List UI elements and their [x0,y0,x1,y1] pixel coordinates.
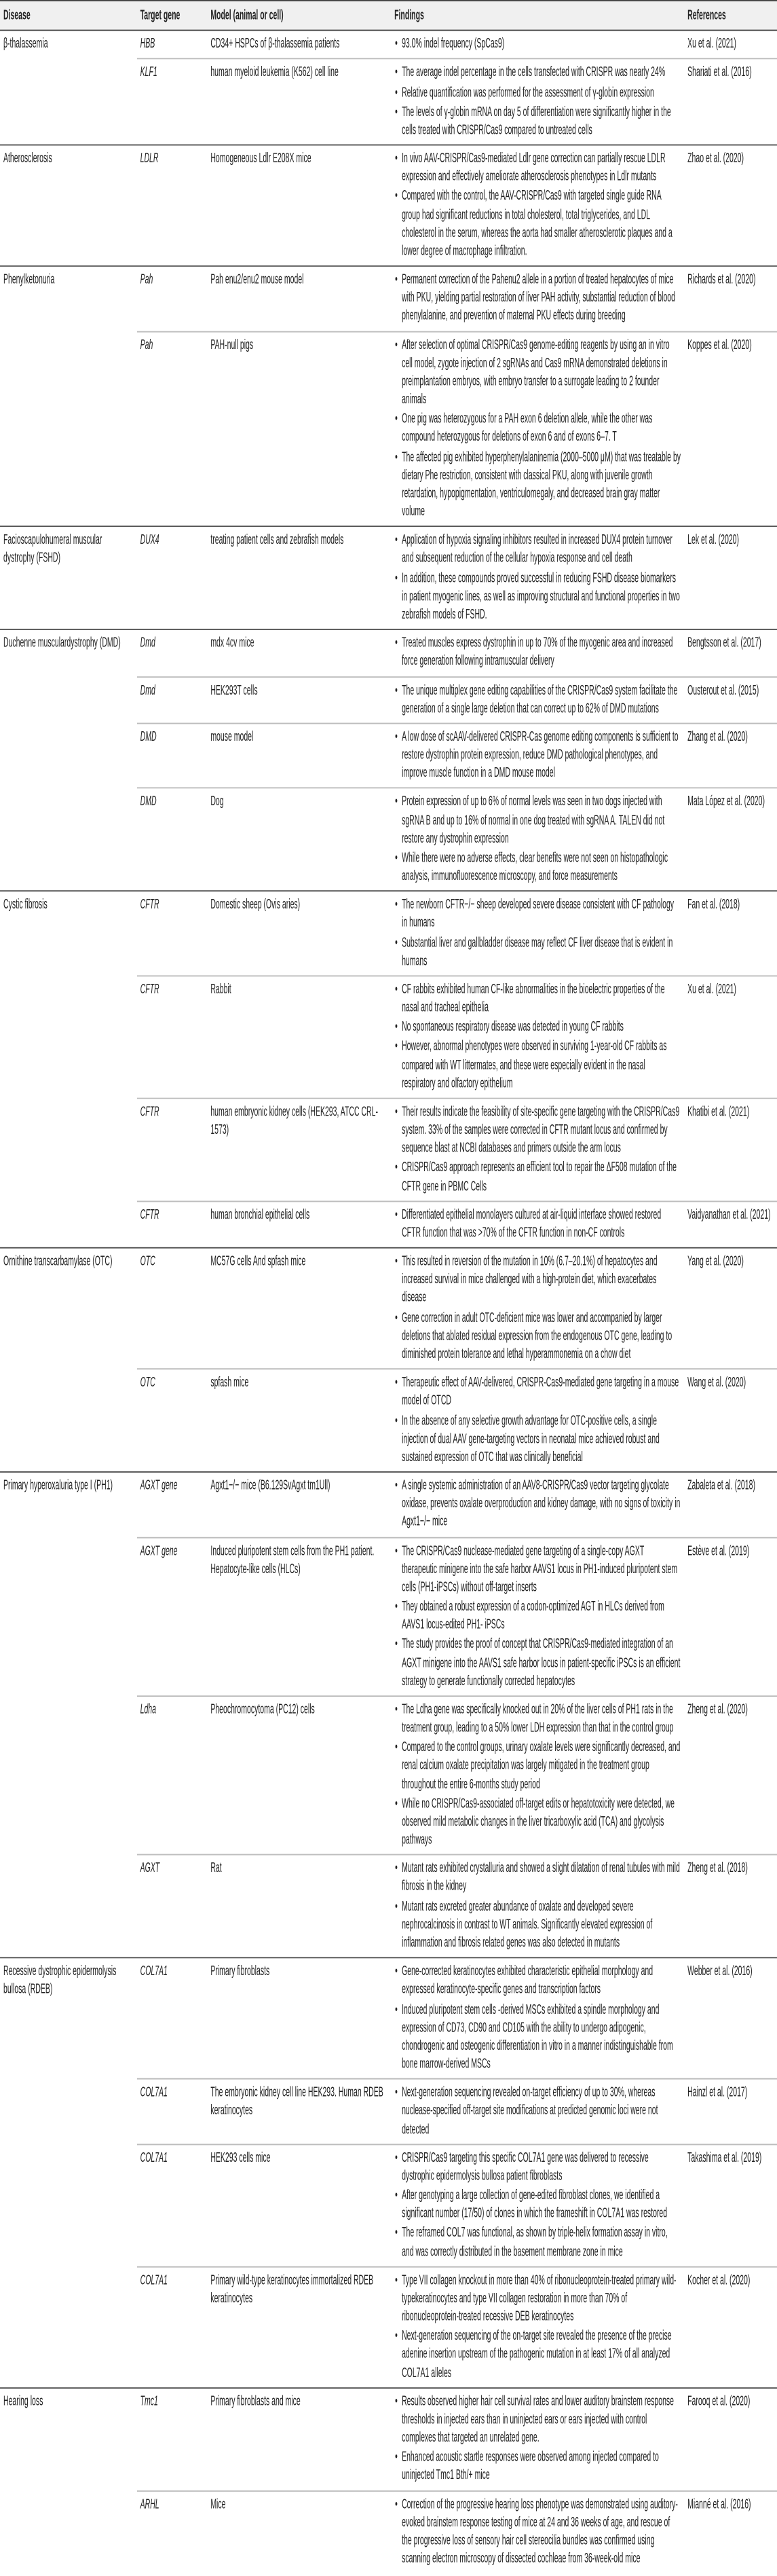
finding-item: • Type VII collagen knockout in more than 40% of ribonucleoprotein-treated primary wild-typekeratinocytes and type VII collagen restoration in more than 70% of ribonucleoprotein-treated recessive DEB keratinocytes [402,2271,681,2326]
disease-cell [0,1537,137,1696]
disease-cell: Facioscapulohumeral muscular dystrophy (FSHD) [0,527,137,630]
findings-cell [391,2144,684,2266]
reference-cell: Zabaleta et al. (2018) [684,1472,777,1537]
findings-cell [391,59,684,145]
findings-list [394,1542,681,1691]
model-cell: Rat [207,1855,391,1958]
target-gene-cell: COL7A1 [137,1958,208,2079]
findings-cell [391,2388,684,2491]
finding-item: • Differentiated epithelial monolayers cultured at air-liquid interface showed restored CFTR function that was >70% of the CFTR function in non-CF controls [402,1206,681,1243]
finding-item: • The reframed COL7 was functional, as shown by triple-helix formation assay in vitro, and was correctly distributed in the basement membrane zone in mice [402,2224,681,2261]
finding-item: • In addition, these compounds proved successful in reducing FSHD disease biomarkers in patient myogenic lines, as well as improving structural and functional properties in two zebrafish models of FSHD. [402,569,681,624]
finding-item: • Their results indicate the feasibility of site-specific gene targeting with the CRISPR/Cas9 system. 33% of the samples were corrected in CFTR mutant locus and confirmed by sequence blast at NCBI databases and primers outside the arm locus [402,1103,681,1158]
table-row [0,2144,777,2266]
disease-cell [0,59,137,145]
table-row [0,527,777,630]
reference-cell: Takashima et al. (2019) [684,2144,777,2266]
target-gene-cell: LDLR [137,145,208,266]
target-gene-cell: AGXT gene [137,1537,208,1696]
target-gene-cell: DMD [137,788,208,891]
reference-cell: Koppes et al. (2020) [684,331,777,527]
findings-cell [391,266,684,331]
finding-item: • Induced pluripotent stem cells -derived MSCs exhibited a spindle morphology and expression of CD73, CD90 and CD105 with the ability to undergo adipogenic, chondrogenic and osteogenic differentiation in vitro in a manner indistinguishable from bone marrow-derived MSCs [402,2000,681,2074]
header-disease: Disease [0,1,137,31]
table-row [0,31,777,59]
target-gene-cell: CFTR [137,891,208,976]
findings-cell [391,676,684,723]
model-cell: Rabbit [207,976,391,1098]
disease-cell: Hearing loss [0,2388,137,2491]
reference-cell: Richards et al. (2020) [684,266,777,331]
finding-item: • Compared to the control groups, urinary oxalate levels were significantly decreased, and renal calcium oxalate precipitation was largely mitigated in the treatment group throughout the entire 6-months study period [402,1738,681,1793]
finding-item: • The levels of γ-globin mRNA on day 5 of differentiation were significantly higher in the cells treated with CRISPR/Cas9 compared to untreated cells [402,103,681,139]
findings-cell [391,1696,684,1855]
table-row [0,1855,777,1958]
findings-cell [391,1537,684,1696]
reference-cell: Zheng et al. (2018) [684,1855,777,1958]
disease-cell [0,676,137,723]
findings-list [394,1103,681,1195]
findings-cell [391,629,684,676]
disease-cell [0,723,137,788]
table-row [0,145,777,266]
finding-item: • Permanent correction of the Pahenu2 allele in a portion of treated hepatocytes of mice with PKU, yielding partial restoration of liver PAH activity, substantial reduction of blood phenylalanine, and prevention of maternal PKU effects during breeding [402,271,681,326]
model-cell: The embryonic kidney cell line HEK293. Human RDEB keratinocytes [207,2079,391,2144]
reference-cell: Webber et al. (2016) [684,1958,777,2079]
disease-cell: Phenylketonuria [0,266,137,331]
findings-list [394,1477,681,1532]
disease-cell [0,2266,137,2387]
disease-cell [0,1696,137,1855]
model-cell: PAH-null pigs [207,331,391,527]
findings-list [394,2271,681,2382]
findings-cell [391,1472,684,1537]
finding-item: • CRISPR/Cas9 approach represents an efficient tool to repair the ΔF508 mutation of the CFTR gene in PBMC Cells [402,1159,681,1196]
findings-list [394,1962,681,2073]
model-cell: Homogeneous Ldlr E208X mice [207,145,391,266]
findings-cell [391,2079,684,2144]
findings-cell [391,891,684,976]
model-cell: CD34+ HSPCs of β-thalassemia patients [207,31,391,59]
findings-list [394,149,681,260]
reference-cell: Zhao et al. (2020) [684,145,777,266]
finding-item: • The newborn CFTR−/− sheep developed severe disease consistent with CF pathology in humans [402,896,681,932]
reference-cell: Hainzl et al. (2017) [684,2079,777,2144]
finding-item: • In the absence of any selective growth advantage for OTC-positive cells, a single injection of dual AAV gene-targeting vectors in neonatal mice achieved robust and sustained expression of OTC that was clinically beneficial [402,1412,681,1467]
findings-cell [391,145,684,266]
findings-list [394,35,681,54]
header-row [0,1,777,31]
table-row [0,1696,777,1855]
target-gene-cell: CFTR [137,976,208,1098]
finding-item: • Treated muscles express dystrophin in up to 70% of the myogenic area and increased force generation following intramuscular delivery [402,634,681,671]
reference-cell: Vaidyanathan et al. (2021) [684,1201,777,1248]
finding-item: • Application of hypoxia signaling inhibitors resulted in increased DUX4 protein turnover and subsequent reduction of the cellular hypoxia response and cell death [402,531,681,568]
model-cell: human myeloid leukemia (K562) cell line [207,59,391,145]
reference-cell: Shariati et al. (2016) [684,59,777,145]
model-cell: Agxt1−/− mice (B6.129SvAgxt tm1Ull) [207,1472,391,1537]
target-gene-cell: DUX4 [137,527,208,630]
header-findings: Findings [391,1,684,31]
finding-item: • In vivo AAV-CRISPR/Cas9-mediated Ldlr gene correction can partially rescue LDLR expression and effectively ameliorate atherosclerosis phenotypes in Ldlr mutants [402,149,681,186]
finding-item: • However, abnormal phenotypes were observed in surviving 1-year-old CF rabbits as compared with WT littermates, and these were especially evident in the nasal respiratory and olfactory epithelium [402,1037,681,1092]
finding-item: • After genotyping a large collection of gene-edited fibroblast clones, we identified a significant number (17/50) of clones in which the frameshift in COL7A1 was restored [402,2186,681,2223]
finding-item: • One pig was heterozygous for a PAH exon 6 deletion allele, while the other was compound heterozygous for deletions of exon 6 and of exons 6–7. T [402,410,681,447]
table-row [0,1472,777,1537]
finding-item: • Protein expression of up to 6% of normal levels was seen in two dogs injected with sgRNA B and up to 16% of normal in one dog treated with sgRNA A. TALEN did not restore any dystrophin expression [402,793,681,848]
disease-cell: β-thalassemia [0,31,137,59]
disease-cell: Recessive dystrophic epidermolysis bullosa (RDEB) [0,1958,137,2079]
findings-list [394,531,681,623]
findings-list [394,335,681,521]
findings-cell [391,2490,684,2573]
table-row [0,2079,777,2144]
findings-cell [391,1201,684,1248]
target-gene-cell: AGXT gene [137,1472,208,1537]
target-gene-cell: Dmd [137,629,208,676]
findings-cell [391,1248,684,1369]
finding-item: • A low dose of scAAV-delivered CRISPR-Cas genome editing components is sufficient to restore dystrophin protein expression, reduce DMD pathological phenotypes, and improve muscle function in a DMD mouse model [402,728,681,783]
target-gene-cell: AGXT [137,1855,208,1958]
findings-list [394,1374,681,1466]
findings-list [394,2149,681,2261]
model-cell: spfash mice [207,1369,391,1472]
finding-item: • After selection of optimal CRISPR/Cas9 genome-editing reagents by using an in vitro cell model, zygote injection of 2 sgRNAs and Cas9 mRNA demonstrated deletions in preimplantation embryos, with embryo transfer to a surrogate leading to 2 founder animals [402,335,681,409]
table-row [0,676,777,723]
findings-cell [391,723,684,788]
table-row [0,1099,777,1202]
finding-item: • Mutant rats excreted greater abundance of oxalate and developed severe nephrocalcinosis in contrast to WT animals. Significantly elevated expression of inflammation and fibrosis related genes was also detected in mutants [402,1897,681,1952]
reference-cell: Wang et al. (2020) [684,1369,777,1472]
table-row [0,1248,777,1369]
findings-list [394,271,681,326]
target-gene-cell: Dmd [137,676,208,723]
disease-cell: Duchenne musculardystrophy (DMD) [0,629,137,676]
reference-cell: Zhang et al. (2020) [684,723,777,788]
disease-cell: Primary hyperoxaluria type I (PH1) [0,1472,137,1537]
model-cell: Primary fibroblasts [207,1958,391,2079]
findings-list [394,1253,681,1363]
model-cell: MC57G cells And spfash mice [207,1248,391,1369]
header-target-gene: Target gene [137,1,208,31]
model-cell: Induced pluripotent stem cells from the PH1 patient. Hepatocyte-like cells (HLCs) [207,1537,391,1696]
table-row [0,59,777,145]
table-row [0,1369,777,1472]
finding-item: • Compared with the control, the AAV-CRISPR/Cas9 with targeted single guide RNA group had significant reductions in total cholesterol, total triglycerides, and LDL cholesterol in the serum, whereas the aorta had smaller atherosclerotic plaques and a lower degree of macrophage infiltration. [402,187,681,261]
reference-cell: Mata López et al. (2020) [684,788,777,891]
finding-item: • 93.0% indel frequency (SpCas9) [402,35,681,54]
model-cell: Pheochromocytoma (PC12) cells [207,1696,391,1855]
findings-list [394,980,681,1092]
findings-list [394,2495,681,2569]
findings-cell [391,331,684,527]
model-cell: HEK293 cells mice [207,2144,391,2266]
target-gene-cell: CFTR [137,1099,208,1202]
table-row [0,788,777,891]
table-row [0,629,777,676]
disease-cell [0,2490,137,2573]
table-body [0,31,777,2573]
finding-item: • No spontaneous respiratory disease was detected in young CF rabbits [402,1018,681,1037]
finding-item: • Therapeutic effect of AAV-delivered, CRISPR-Cas9-mediated gene targeting in a mouse model of OTCD [402,1374,681,1410]
findings-cell [391,31,684,59]
target-gene-cell: ARHL [137,2490,208,2573]
target-gene-cell: Ldha [137,1696,208,1855]
findings-cell [391,527,684,630]
target-gene-cell: Pah [137,266,208,331]
model-cell: human embryonic kidney cells (HEK293, ATCC CRL-1573) [207,1099,391,1202]
target-gene-cell: OTC [137,1369,208,1472]
finding-item: • Gene correction in adult OTC-deficient mice was lower and accompanied by larger deletions that ablated residual expression from the endogenous OTC gene, leading to diminished protein tolerance and lethal hyperammonemia on a chow diet [402,1308,681,1363]
target-gene-cell: COL7A1 [137,2079,208,2144]
table-row [0,976,777,1098]
findings-cell [391,2266,684,2387]
findings-cell [391,976,684,1098]
disease-cell: Atherosclerosis [0,145,137,266]
target-gene-cell: Pah [137,331,208,527]
table-row [0,1537,777,1696]
model-cell: treating patient cells and zebrafish models [207,527,391,630]
model-cell: human bronchial epithelial cells [207,1201,391,1248]
finding-item: • The unique multiplex gene editing capabilities of the CRISPR/Cas9 system facilitate the generation of a single large deletion that can correct up to 62% of DMD mutations [402,681,681,718]
target-gene-cell: DMD [137,723,208,788]
table-row [0,891,777,976]
findings-list [394,1860,681,1952]
disease-cell [0,2079,137,2144]
target-gene-cell: Tmc1 [137,2388,208,2491]
finding-item: • While no CRISPR/Cas9-associated off-target edits or hepatotoxicity were detected, we observed mild metabolic changes in the liver tricarboxylic acid (TCA) and glycolysis pathways [402,1795,681,1850]
reference-cell: Fan et al. (2018) [684,891,777,976]
header-model: Model (animal or cell) [207,1,391,31]
target-gene-cell: CFTR [137,1201,208,1248]
findings-list [394,634,681,671]
findings-list [394,2084,681,2139]
disease-cell: Cystic fibrosis [0,891,137,976]
model-cell: Primary fibroblasts and mice [207,2388,391,2491]
model-cell: Dog [207,788,391,891]
findings-list [394,896,681,970]
finding-item: • Correction of the progressive hearing loss phenotype was demonstrated using auditory-evoked brainstem response testing of mice at 24 and 36 weeks of age, and rescue of the progressive loss of sensory hair cell stereocilia bundles was confirmed using scanning electron microscopy of dissected cochleae from 36-week-old mice [402,2495,681,2569]
findings-list [394,681,681,718]
findings-cell [391,788,684,891]
disease-cell [0,2144,137,2266]
reference-cell: Lek et al. (2020) [684,527,777,630]
disease-cell [0,1099,137,1202]
finding-item: • They obtained a robust expression of a codon-optimized AGT in HLCs derived from AAVS1 locus-edited PH1- iPSCs [402,1598,681,1634]
finding-item: • Gene-corrected keratinocytes exhibited characteristic epithelial morphology and expressed keratinocyte-specific genes and transcription factors [402,1962,681,1999]
disease-cell: Ornithine transcarbamylase (OTC) [0,1248,137,1369]
target-gene-cell: COL7A1 [137,2266,208,2387]
reference-cell: Farooq et al. (2020) [684,2388,777,2491]
finding-item: • Substantial liver and gallbladder disease may reflect CF liver disease that is evident in humans [402,934,681,970]
finding-item: • A single systemic administration of an AAV8-CRISPR/Cas9 vector targeting glycolate oxidase, prevents oxalate overproduction and kidney damage, with no signs of toxicity in Agxt1−/− mice [402,1477,681,1532]
findings-list [394,64,681,139]
model-cell: Primary wild-type keratinocytes immortalized RDEB keratinocytes [207,2266,391,2387]
finding-item: • The Ldha gene was specifically knocked out in 20% of the liver cells of PH1 rats in the treatment group, leading to a 50% lower LDH expression than that in the control group [402,1701,681,1737]
table-row [0,723,777,788]
model-cell: mouse model [207,723,391,788]
reference-cell: Zheng et al. (2020) [684,1696,777,1855]
table-row [0,266,777,331]
reference-cell: Yang et al. (2020) [684,1248,777,1369]
target-gene-cell: OTC [137,1248,208,1369]
disease-cell [0,331,137,527]
findings-list [394,793,681,885]
disease-cell [0,1201,137,1248]
findings-list [394,728,681,783]
finding-item: • Mutant rats exhibited crystalluria and showed a slight dilatation of renal tubules with mild fibrosis in the kidney [402,1860,681,1896]
finding-item: • Relative quantification was performed for the assessment of γ-globin expression [402,83,681,101]
findings-cell [391,1369,684,1472]
findings-cell [391,1958,684,2079]
model-cell: Mice [207,2490,391,2573]
disease-cell [0,788,137,891]
table-row [0,331,777,527]
model-cell: Domestic sheep (Ovis aries) [207,891,391,976]
reference-cell: Bengtsson et al. (2017) [684,629,777,676]
findings-list [394,2392,681,2484]
finding-item: • The affected pig exhibited hyperphenylalaninemia (2000–5000 μM) that was treatable by dietary Phe restriction, consistent with classical PKU, along with juvenile growth retardation, hypopigmentation, ventriculomegaly, and decreased brain gray matter volume [402,448,681,521]
disease-cell [0,976,137,1098]
table-row [0,1958,777,2079]
reference-cell: Kocher et al. (2020) [684,2266,777,2387]
reference-cell: Ousterout et al. (2015) [684,676,777,723]
finding-item: • Enhanced acoustic startle responses were observed among injected compared to uninjected Tmc1 Bth/+ mice [402,2448,681,2485]
finding-item: • The study provides the proof of concept that CRISPR/Cas9-mediated integration of an AGXT minigene into the AAVS1 safe harbor locus in patient-specific iPSCs is an efficient strategy to generate functionally corrected hepatocytes [402,1636,681,1691]
disease-cell [0,1855,137,1958]
finding-item: • Results observed higher hair cell survival rates and lower auditory brainstem response thresholds in injected ears than in uninjected ears or ears injected with control complexes that targeted an unrelated gene. [402,2392,681,2447]
model-cell: HEK293T cells [207,676,391,723]
reference-cell: Xu et al. (2021) [684,976,777,1098]
finding-item: • Next-generation sequencing revealed on-target efficiency of up to 30%, whereas nuclease-specified off-target site modifications at predicted genomic loci were not detected [402,2084,681,2139]
reference-cell: Estève et al. (2019) [684,1537,777,1696]
table-row [0,2266,777,2387]
target-gene-cell: COL7A1 [137,2144,208,2266]
findings-cell [391,1855,684,1958]
findings-cell [391,1099,684,1202]
reference-cell: Xu et al. (2021) [684,31,777,59]
table-row [0,2388,777,2491]
target-gene-cell: HBB [137,31,208,59]
finding-item: • This resulted in reversion of the mutation in 10% (6.7–20.1%) of hepatocytes and increased survival in mice challenged with a high-protein diet, which exacerbates disease [402,1253,681,1308]
finding-item: • CF rabbits exhibited human CF-like abnormalities in the bioelectric properties of the nasal and tracheal epithelia [402,980,681,1017]
model-cell: Pah enu2/enu2 mouse model [207,266,391,331]
finding-item: • The CRISPR/Cas9 nuclease-mediated gene targeting of a single-copy AGXT therapeutic minigene into the safe harbor AAVS1 locus in PH1-induced pluripotent stem cells (PH1-iPSCs) without off-target inserts [402,1542,681,1597]
table-row [0,1201,777,1248]
reference-cell: Khatibi et al. (2021) [684,1099,777,1202]
finding-item: • The average indel percentage in the cells transfected with CRISPR was nearly 24% [402,64,681,82]
findings-list [394,1701,681,1850]
disease-cell [0,1369,137,1472]
finding-item: • While there were no adverse effects, clear benefits were not seen on histopathologic analysis, immunofluorescence microscopy, and force measurements [402,849,681,885]
target-gene-cell: KLF1 [137,59,208,145]
model-cell: mdx 4cv mice [207,629,391,676]
header-references: References [684,1,777,31]
findings-list [394,1206,681,1243]
table-row [0,2490,777,2573]
reference-cell: Mianné et al. (2016) [684,2490,777,2573]
finding-item: • Next-generation sequencing of the on-target site revealed the presence of the precise adenine insertion upstream of the pathogenic mutation in at least 17% of all analyzed COL7A1 alleles [402,2327,681,2382]
finding-item: • CRISPR/Cas9 targeting this specific COL7A1 gene was delivered to recessive dystrophic epidermolysis bullosa patient fibroblasts [402,2149,681,2186]
